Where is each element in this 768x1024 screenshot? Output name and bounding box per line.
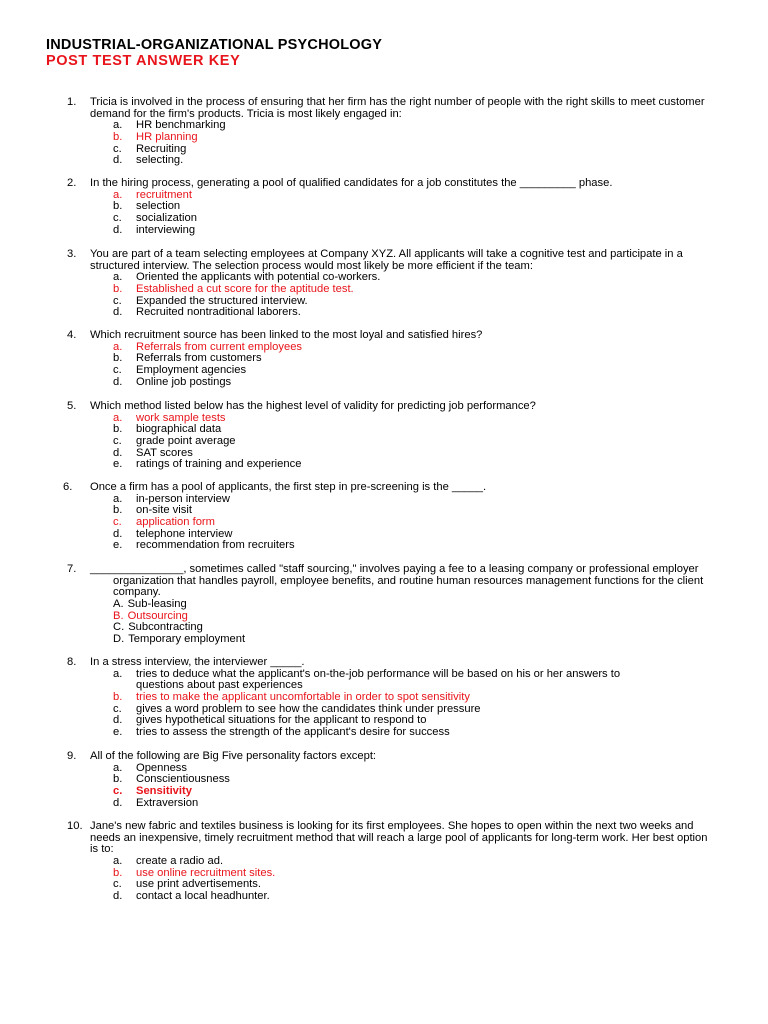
question-stem: Jane's new fabric and textiles business is looking for its first employees. She hopes to open within the next two weeks and needs an inexpensive, timely recruitment method that will reach a large pool of applicants for long-term work. Her best option is to: [90,820,708,856]
question-number: 2. [67,177,77,189]
answer-key-page: INDUSTRIAL-ORGANIZATIONAL PSYCHOLOGY POST TEST ANSWER KEY 1. Tricia is involved in the process of ensuring that her firm has the right number of people with the right skills to meet customer demand for the firm's products. Tricia is most likely engaged in: a. HR benchmarking b. HR planning c. Recruiting d. selecting. 2. In the hiring process, generating a pool of qualified candidates for a job constitutes the _________ phase. a. recruitment b. selection c. socialization d. interviewing 3. You are part of a team selecting employees at Company XYZ. All applicants will take a cognitive test and participate in a structured interview. The selection process would most likely be more efficient if the team: a. Oriented the applicants with potential co-workers. b. Established a cut score for the aptitude test. c. Expanded the structured interview. d. Recruited nontraditional laborers. 4. Which recruitment source has been linked to the most loyal and satisfied hires? a. Referrals from current employees b. Referrals from customers c. Employment agencies d. Online job postings 5. Which method listed below has the highest level of validity for predicting job performance? a. work sample tests b. biographical data c. grade point average d. SAT scores e. ratings of training and experience 6. Once a firm has a pool of applicants, the first step in pre-screening is the _____. a. in-person interview b. on-site visit c. application form d. telephone interview e. recommendation from recruiters 7. _______________, sometimes called "staff sourcing," involves paying a fee to a leasing company or professional employer organization that handles payroll, employee benefits, and routine human resources management functions for the client company. A. Sub-leasing B. Outsourcing C. Subcontracting D. Temporary employment 8. In a stress interview, the interviewer _____. a. tries to deduce what the applicant's on-the-job performance will be based on his or her answers to questions about past experiences b. tries to make the applicant uncomfortable in order to spot sensitivity c. gives a word problem to see how the candidates think under pressure d. gives hypothetical situations for the applicant to respond to e. tries to assess the strength of the applicant's desire for success 9. All of the following are Big Five personality factors except: a. Openness b. Conscientiousness c. Sensitivity d. Extraversion 10. Jane's new fabric and textiles business is looking for its first employees. She hopes to open within the next two weeks and needs an inexpensive, timely recruitment method that will reach a large pool of applicants for long-term work. Her best option is to: a. create a radio ad. b. use online recruitment sites. c. use print advertisements. d. contact a local headhunter. [0,0,768,1024]
option-list [113,599,245,646]
question-number: 5. [67,400,77,412]
option-d: D. Temporary employment [113,633,246,646]
question-stem: Tricia is involved in the process of ensuring that her firm has the right number of people with the right skills to meet customer demand for the firm's products. Tricia is most likely engaged in: [90,96,705,120]
question-stem: In the hiring process, generating a pool of qualified candidates for a job constitutes the _________ phase. [90,177,613,189]
question-stem: Which method listed below has the highest level of validity for predicting job performance? [90,400,536,412]
question-stem: Which recruitment source has been linked to the most loyal and satisfied hires? [90,329,483,341]
question-stem: In a stress interview, the interviewer _____. [90,656,305,668]
question-number: 8. [67,656,77,668]
question-number: 9. [67,750,77,762]
question-number: 6. [63,481,73,493]
option-c: C. Subcontracting [113,621,203,634]
question-stem: You are part of a team selecting employees at Company XYZ. All applicants will take a cognitive test and participate in a structured interview. The selection process would most likely be more efficient if the team: [90,248,683,272]
question-stem: _______________, sometimes called "staff sourcing," involves paying a fee to a leasing company or professional employer organization that handles payroll, employee benefits, and routine human resources management functions for the client company. [90,563,704,599]
document-subtitle: POST TEST ANSWER KEY [46,53,241,69]
question-number: 1. [67,96,77,108]
option-a: A. Sub-leasing [113,598,187,611]
question-stem: All of the following are Big Five personality factors except: [90,750,377,762]
question-number: 10. [67,820,83,832]
correct-answer: B. Outsourcing [113,609,188,622]
question-number: 4. [67,329,77,341]
document-title: INDUSTRIAL-ORGANIZATIONAL PSYCHOLOGY [46,37,383,53]
question-number: 7. [67,563,77,575]
question-stem: Once a firm has a pool of applicants, the first step in pre-screening is the _____. [90,481,487,493]
question-number: 3. [67,248,77,260]
